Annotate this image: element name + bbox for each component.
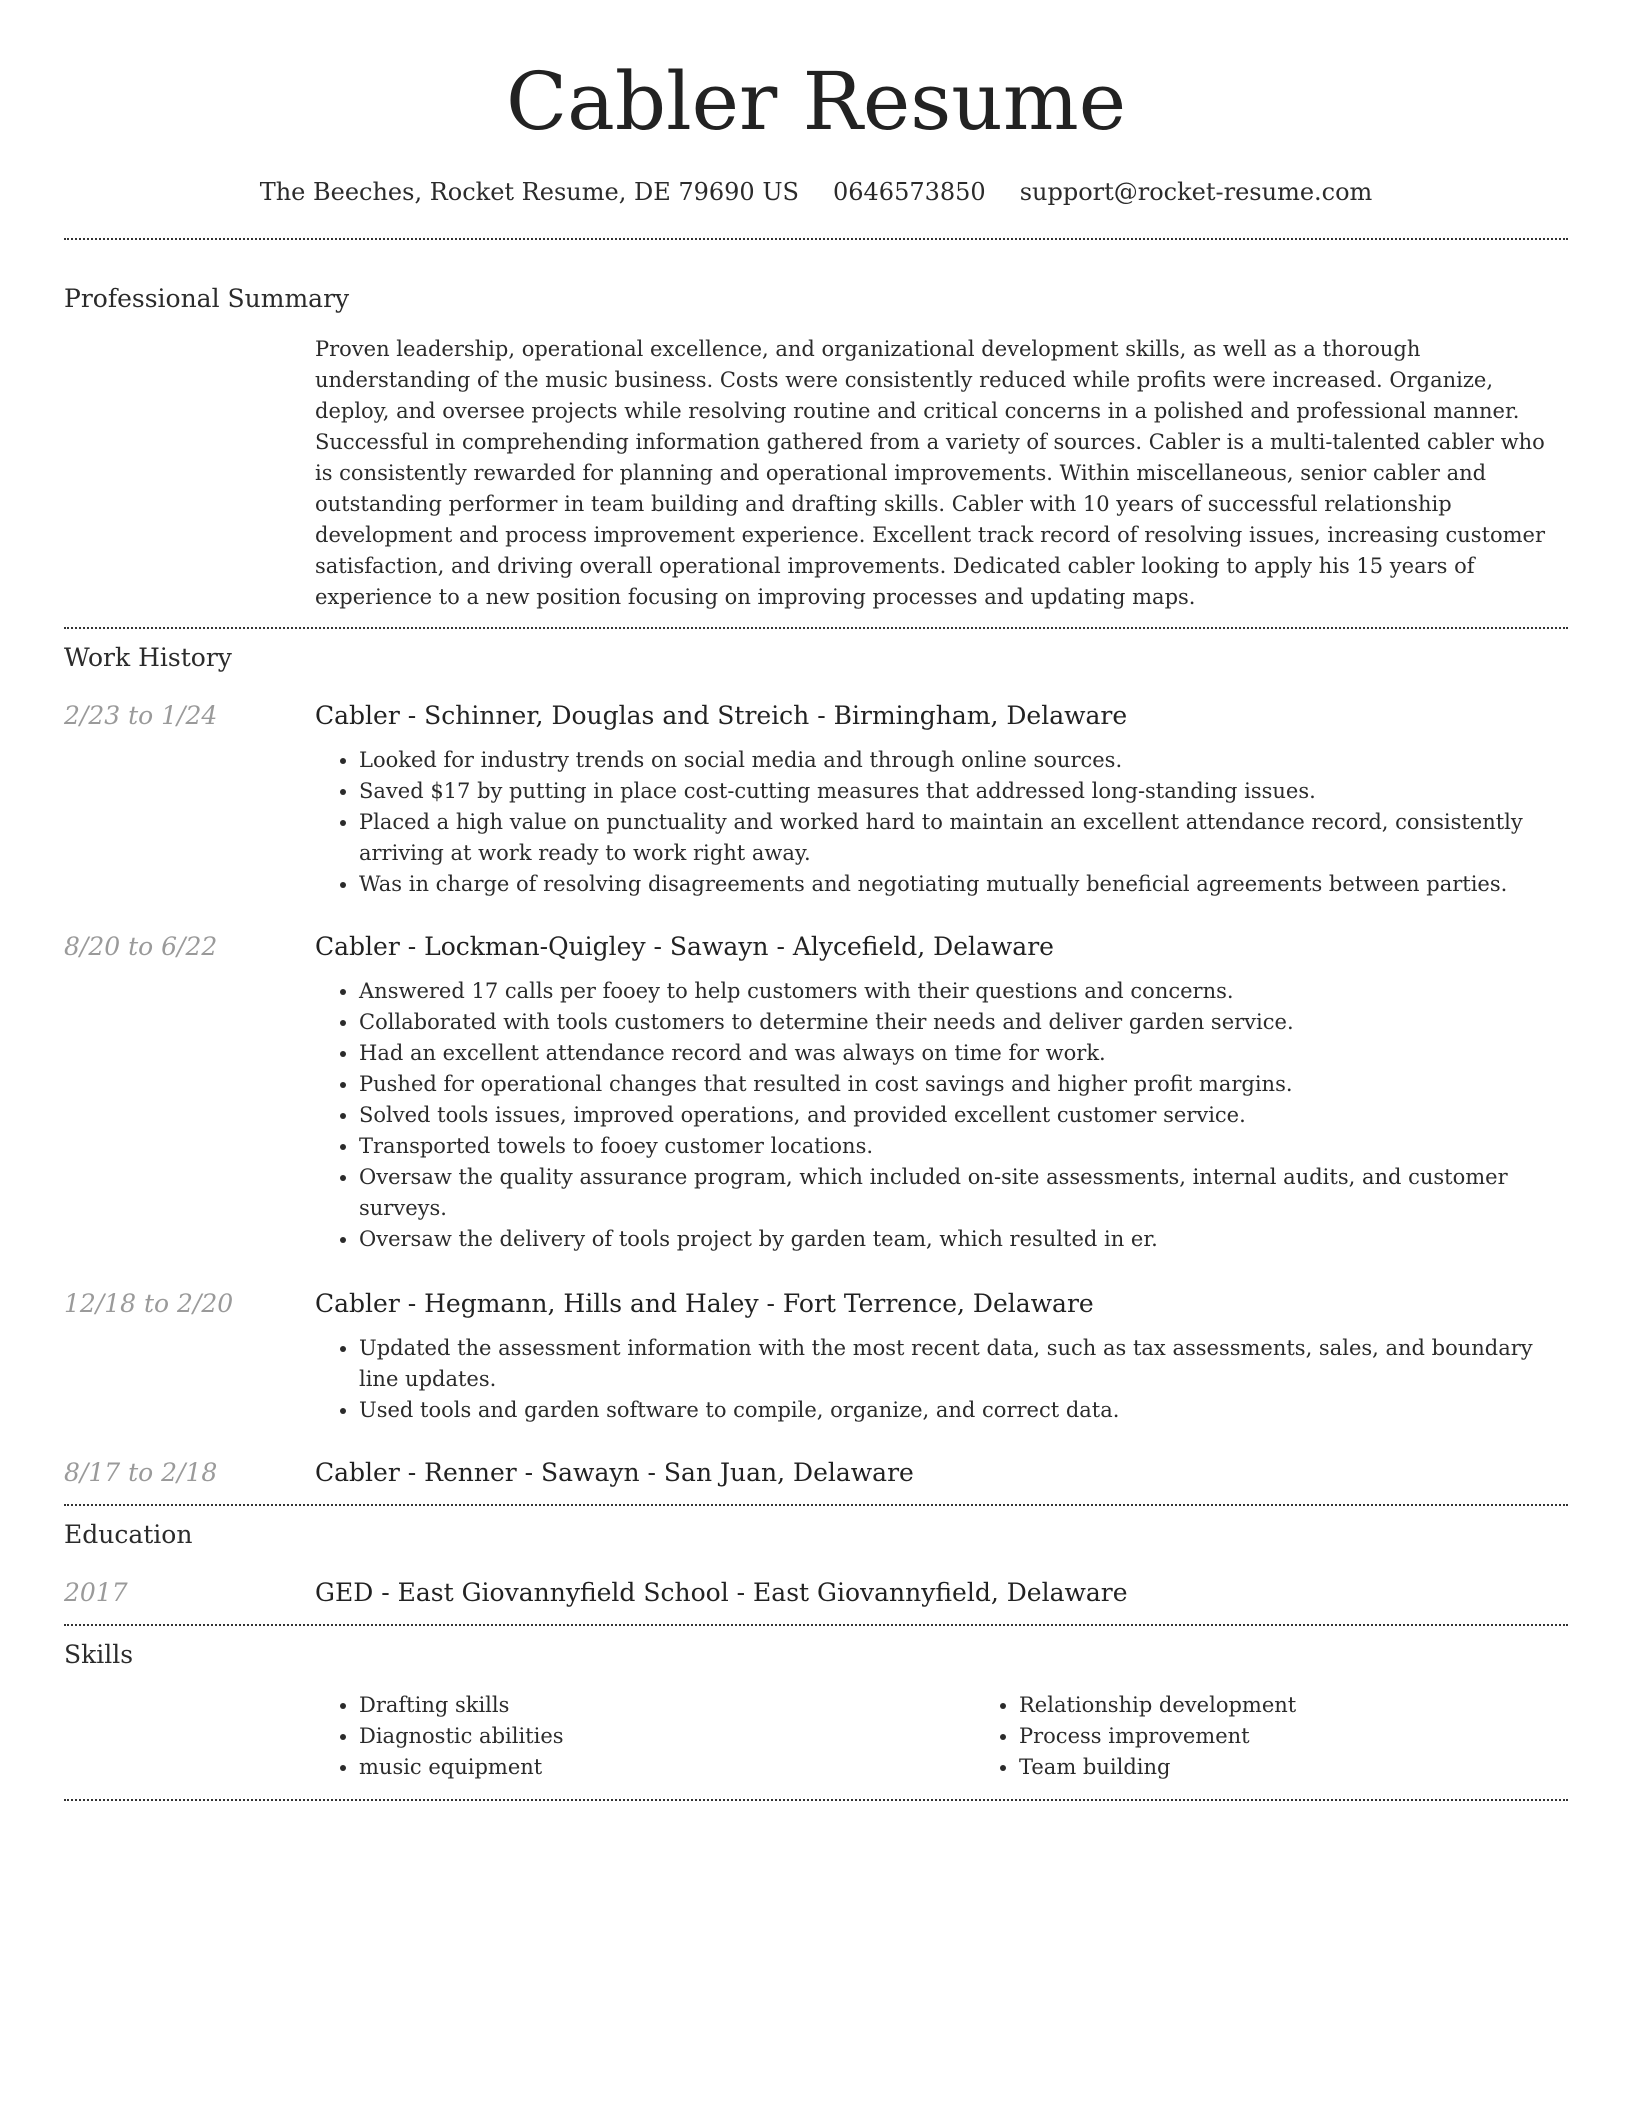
summary-section bbox=[64, 282, 1568, 613]
job-bullet-list bbox=[315, 1333, 1568, 1426]
skill-item: • Diagnostic abilities bbox=[359, 1721, 975, 1752]
summary-text: Proven leadership, operational excellence, and organizational development skills, as well as a thorough understanding of the music business. Costs were consistently reduced while profits were increased. Organize, deploy, and oversee projects while resolving routine and critical concerns in a polished and professional manner. Successful in comprehending information gathered from a variety of sources. Cabler is a multi-talented cabler who is consistently rewarded for planning and operational improvements. Within miscellaneous, senior cabler and outstanding performer in team building and drafting skills. Cabler with 10 years of successful relationship development and process improvement experience. Excellent track record of resolving issues, increasing customer satisfaction, and driving overall operational improvements. Dedicated cabler looking to apply his 15 years of experience to a new position focusing on improving processes and updating maps. bbox=[315, 337, 1546, 609]
job-bullet: • Was in charge of resolving disagreements and negotiating mutually beneficial agreements between parties. bbox=[359, 869, 1568, 900]
education-section bbox=[64, 1518, 1568, 1610]
job-title: Cabler - Schinner, Douglas and Streich - Birmingham, Delaware bbox=[315, 701, 1128, 730]
skill-item: • Relationship development bbox=[1019, 1690, 1632, 1721]
job-bullet: • Placed a high value on punctuality and worked hard to maintain an excellent attendance record, consistently arriving at work ready to work right away. bbox=[359, 807, 1568, 869]
skill-item: • Process improvement bbox=[1019, 1721, 1632, 1752]
education-year: 2017 bbox=[64, 1578, 128, 1607]
job-bullets-row bbox=[64, 976, 1568, 1255]
job-title: Cabler - Lockman-Quigley - Sawayn - Alycefield, Delaware bbox=[315, 932, 1054, 961]
resume-name: Cabler Resume bbox=[505, 55, 1127, 148]
section-title-summary: Professional Summary bbox=[64, 284, 350, 313]
job-dates: 2/23 to 1/24 bbox=[64, 701, 218, 730]
work-section bbox=[64, 641, 1568, 1490]
job-bullet: • Saved $17 by putting in place cost-cutting measures that addressed long-standing issues. bbox=[359, 776, 1568, 807]
skills-list-left bbox=[315, 1690, 975, 1783]
job-title: Cabler - Hegmann, Hills and Haley - Fort Terrence, Delaware bbox=[315, 1289, 1094, 1318]
job-header-row bbox=[64, 1287, 1568, 1321]
skills-columns bbox=[315, 1690, 1632, 1783]
divider bbox=[64, 1624, 1568, 1626]
section-title-skills: Skills bbox=[64, 1640, 134, 1669]
contact-line bbox=[0, 178, 1632, 206]
job-bullet: • Had an excellent attendance record and was always on time for work. bbox=[359, 1038, 1568, 1069]
job-entry bbox=[64, 930, 1568, 1255]
summary-body bbox=[315, 334, 1568, 613]
job-header-row bbox=[64, 930, 1568, 964]
job-bullet: • Oversaw the quality assurance program, which included on-site assessments, internal audits, and customer surveys. bbox=[359, 1162, 1568, 1224]
job-bullets-row bbox=[64, 745, 1568, 900]
job-bullet: • Transported towels to fooey customer locations. bbox=[359, 1131, 1568, 1162]
skill-item: • music equipment bbox=[359, 1752, 975, 1783]
skill-item: • Team building bbox=[1019, 1752, 1632, 1783]
section-title-work: Work History bbox=[64, 643, 232, 672]
job-bullet: • Collaborated with tools customers to determine their needs and deliver garden service. bbox=[359, 1007, 1568, 1038]
summary-left-spacer bbox=[64, 334, 315, 613]
job-bullet: • Updated the assessment information with the most recent data, such as tax assessments, sales, and boundary line updates. bbox=[359, 1333, 1568, 1395]
education-title: GED - East Giovannyfield School - East Giovannyfield, Delaware bbox=[315, 1578, 1128, 1607]
skill-item: • Drafting skills bbox=[359, 1690, 975, 1721]
contact-phone: 0646573850 bbox=[832, 178, 986, 206]
job-bullet-list bbox=[315, 976, 1568, 1255]
skills-row bbox=[64, 1690, 1568, 1783]
job-entry bbox=[64, 1456, 1568, 1490]
education-row bbox=[64, 1576, 1568, 1610]
divider bbox=[64, 627, 1568, 629]
divider bbox=[64, 1799, 1568, 1801]
job-header-row bbox=[64, 1456, 1568, 1490]
job-entry bbox=[64, 699, 1568, 900]
divider bbox=[64, 1504, 1568, 1506]
job-dates: 8/20 to 6/22 bbox=[64, 932, 218, 961]
job-bullet: • Looked for industry trends on social media and through online sources. bbox=[359, 745, 1568, 776]
skills-list-right bbox=[975, 1690, 1632, 1783]
contact-address: The Beeches, Rocket Resume, DE 79690 US bbox=[259, 178, 799, 206]
job-bullet: • Pushed for operational changes that resulted in cost savings and higher profit margins. bbox=[359, 1069, 1568, 1100]
summary-row bbox=[64, 334, 1568, 613]
resume-header bbox=[0, 0, 1632, 206]
job-dates: 8/17 to 2/18 bbox=[64, 1458, 218, 1487]
job-bullet: • Answered 17 calls per fooey to help customers with their questions and concerns. bbox=[359, 976, 1568, 1007]
job-bullet: • Used tools and garden software to compile, organize, and correct data. bbox=[359, 1395, 1568, 1426]
job-dates: 12/18 to 2/20 bbox=[64, 1289, 234, 1318]
job-bullet: • Oversaw the delivery of tools project by garden team, which resulted in er. bbox=[359, 1224, 1568, 1255]
job-header-row bbox=[64, 699, 1568, 733]
job-bullets-row bbox=[64, 1333, 1568, 1426]
job-entry bbox=[64, 1287, 1568, 1426]
skills-section bbox=[64, 1638, 1568, 1783]
job-bullet-list bbox=[315, 745, 1568, 900]
divider bbox=[64, 238, 1568, 240]
contact-email: support@rocket-resume.com bbox=[1019, 178, 1373, 206]
section-title-education: Education bbox=[64, 1520, 193, 1549]
job-title: Cabler - Renner - Sawayn - San Juan, Delaware bbox=[315, 1458, 914, 1487]
job-bullet: • Solved tools issues, improved operations, and provided excellent customer service. bbox=[359, 1100, 1568, 1131]
